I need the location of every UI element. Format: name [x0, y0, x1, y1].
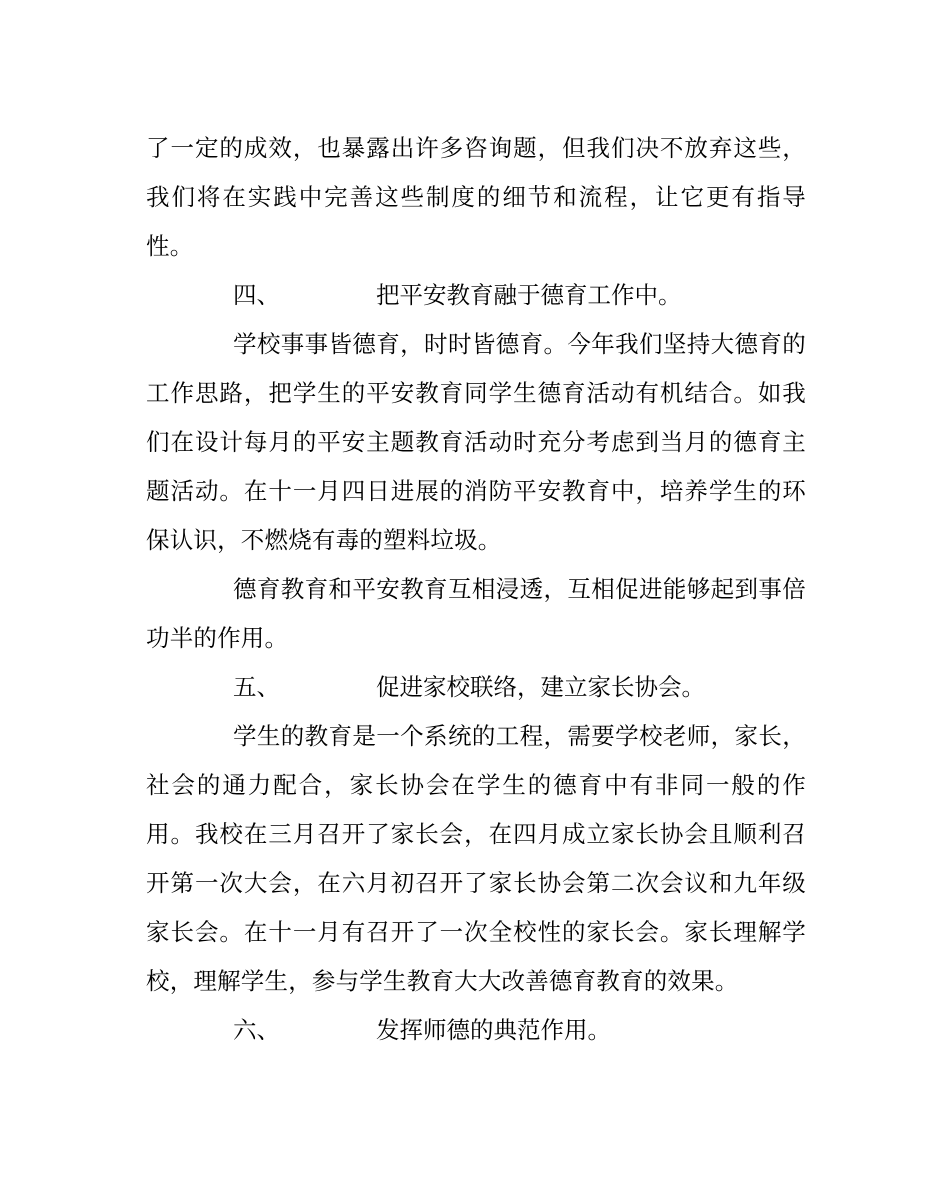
- paragraph: 学校事事皆德育，时时皆德育。今年我们坚持大德育的工作思路，把学生的平安教育同学生德育活动有机结合。如我们在设计每月的平安主题教育活动时充分考虑到当月的德育主题活动。在十一月四日进展的消防平安教育中，培养学生的环保认识，不燃烧有毒的塑料垃圾。: [146, 330, 806, 554]
- section-title: 促进家校联络，建立家长协会。: [376, 673, 705, 701]
- paragraph-continuation: 了一定的成效，也暴露出许多咨询题，但我们决不放弃这些，我们将在实践中完善这些制度的细节和流程，让它更有指导性。: [146, 134, 806, 260]
- section-number: 四、: [233, 281, 280, 309]
- paragraph: 学生的教育是一个系统的工程，需要学校老师，家长，社会的通力配合，家长协会在学生的德育中有非同一般的作用。我校在三月召开了家长会，在四月成立家长协会且顺利召开第一次大会，在六月初召开了家长协会第二次会议和九年级家长会。在十一月有召开了一次全校性的家长会。家长理解学校，理解学生，参与学生教育大大改善德育教育的效果。: [146, 722, 806, 995]
- section-number: 五、: [233, 673, 280, 701]
- section-heading-6: [146, 1006, 806, 1055]
- section-number: 六、: [233, 1016, 280, 1044]
- section-title: 发挥师德的典范作用。: [376, 1016, 611, 1044]
- document-body: [146, 124, 806, 1055]
- paragraph: 德育教育和平安教育互相浸透，互相促进能够起到事倍功半的作用。: [146, 575, 806, 652]
- section-title: 把平安教育融于德育工作中。: [376, 281, 682, 309]
- section-heading-5: [146, 663, 806, 712]
- section-heading-4: [146, 271, 806, 320]
